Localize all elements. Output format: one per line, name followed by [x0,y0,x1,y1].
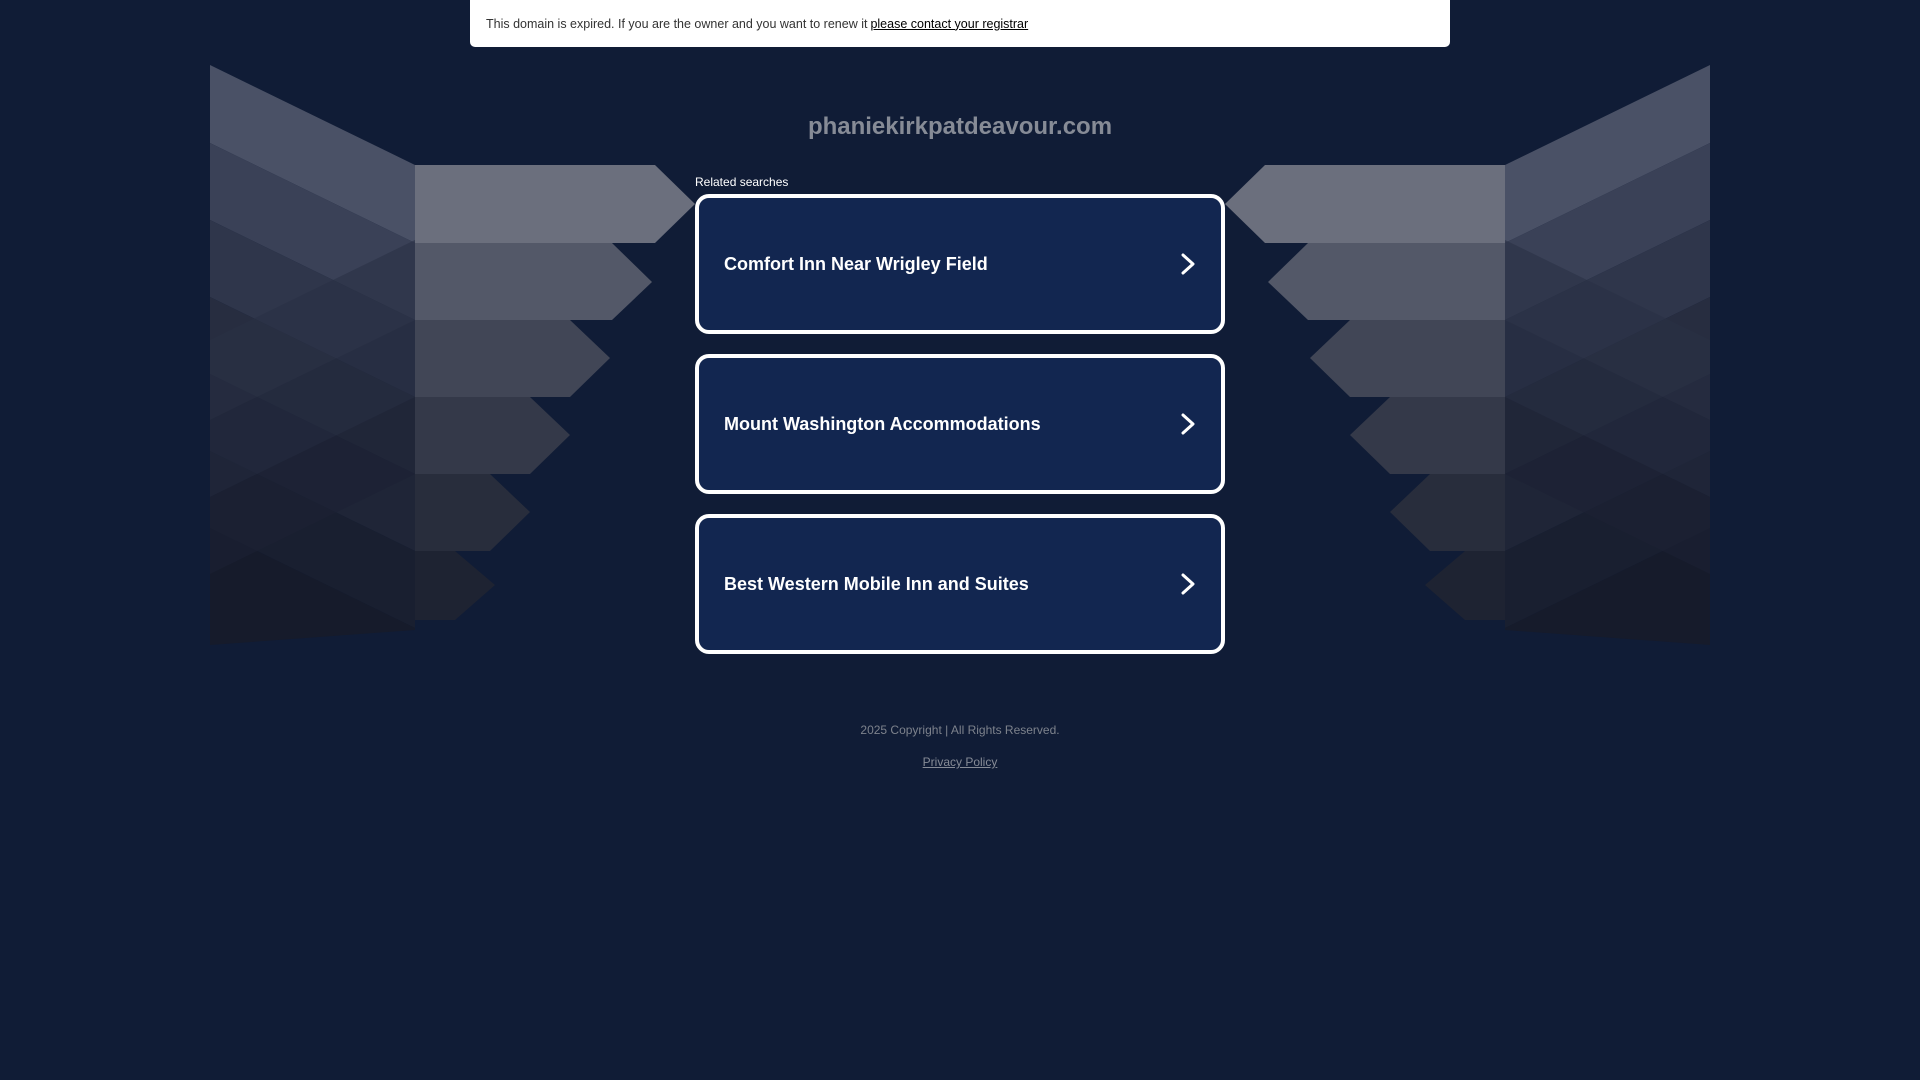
footer [0,723,1920,771]
related-search-item[interactable] [695,354,1225,494]
related-searches-list [695,194,1225,674]
related-search-item[interactable] [695,194,1225,334]
related-search-label: Best Western Mobile Inn and Suites [724,573,1029,594]
chevron-right-icon [1177,571,1199,597]
notice-text: This domain is expired. If you are the owner and you want to renew it [486,16,868,31]
contact-registrar-link[interactable]: please contact your registrar [870,16,1029,31]
related-searches-label: Related searches [695,175,789,189]
expired-domain-notice [470,0,1450,47]
chevron-right-icon [1177,411,1199,437]
left-wing [210,65,695,645]
chevron-right-icon [1177,251,1199,277]
privacy-policy-link[interactable]: Privacy Policy [922,755,998,769]
related-search-label: Mount Washington Accommodations [724,413,1041,434]
right-wing [1225,65,1710,645]
related-search-item[interactable] [695,514,1225,654]
related-search-label: Comfort Inn Near Wrigley Field [724,253,988,274]
domain-title: phaniekirkpatdeavour.com [807,113,1113,140]
copyright-text: 2025 Copyright | All Rights Reserved. [860,723,1060,737]
